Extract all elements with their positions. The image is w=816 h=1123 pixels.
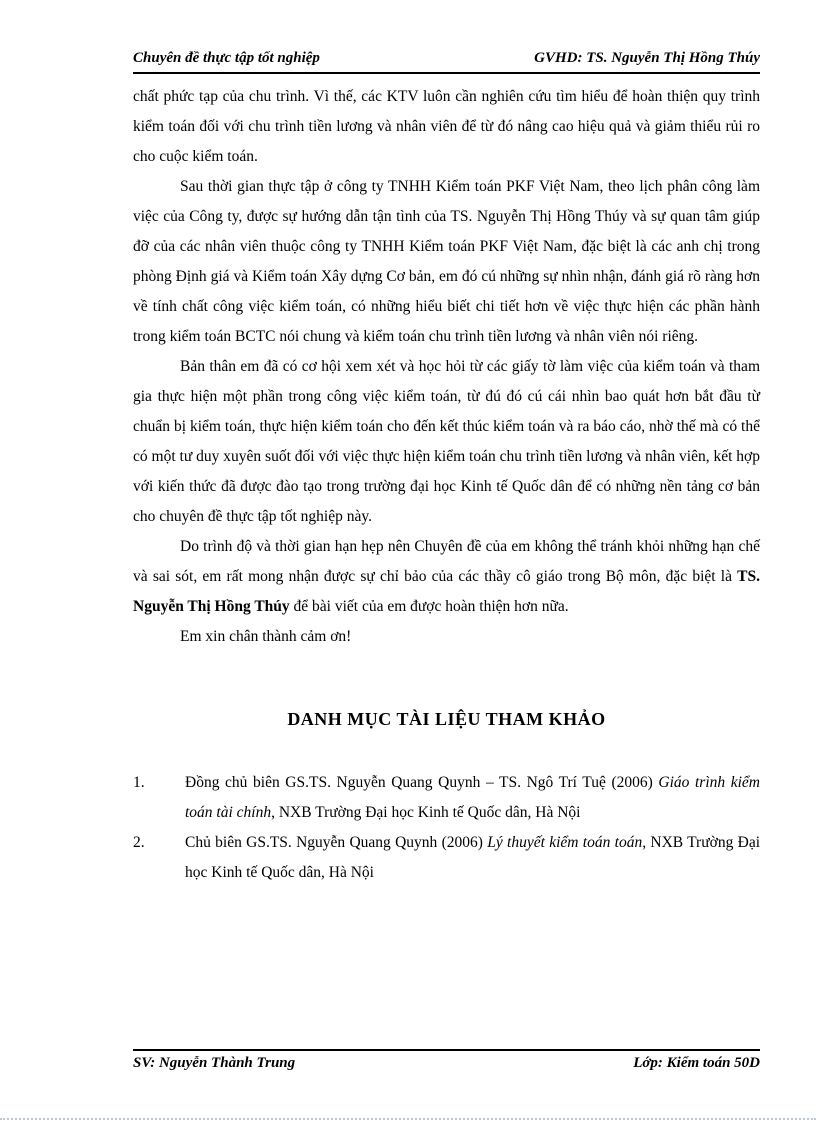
paragraph-apology xyxy=(133,532,760,622)
paragraph-experience: Bản thân em đã có cơ hội xem xét và học hỏi từ các giấy tờ làm việc của kiểm toán và tham gia thực hiện một phần trong công việc kiểm toán, từ đú đó cú cái nhìn bao quát hơn bắt đầu từ chuẩn bị kiểm toán, thực hiện kiểm toán cho đến kết thúc kiểm toán và ra báo cáo, nhờ thế mà có thể có một tư duy xuyên suốt đối với việc thực hiện kiểm toán chu trình tiền lương và nhân viên, kết hợp với kiến thức đã được đào tạo trong trường đại học Kinh tế Quốc dân để có những nền tảng cơ bản cho chuyên đề thực tập tốt nghiệp này. xyxy=(133,358,760,525)
page-content xyxy=(133,82,760,888)
page-header xyxy=(133,50,760,74)
reference-publisher: NXB Trường Đại học Kinh tế Quốc dân, Hà Nội xyxy=(185,834,760,881)
reference-authors: Đồng chủ biên GS.TS. Nguyễn Quang Quynh – TS. Ngô Trí Tuệ (2006) xyxy=(185,774,659,791)
references-list xyxy=(133,768,760,888)
reference-number: 2. xyxy=(133,834,145,851)
paragraph-continuation: chất phức tạp của chu trình. Vì thế, các KTV luôn cần nghiên cứu tìm hiểu để hoàn thiện quy trình kiểm toán đối với chu trình tiền lương và nhân viên để từ đó nâng cao hiệu quả và giảm thiểu rủi ro cho cuộc kiểm toán. xyxy=(133,88,760,165)
reference-book-title: Lý thuyết kiểm toán toán, xyxy=(487,834,647,851)
reference-text xyxy=(185,828,760,888)
reference-number: 1. xyxy=(133,774,145,791)
reference-item xyxy=(133,828,760,888)
paragraph-apology-text: Do trình độ và thời gian hạn hẹp nên Chuyên đề của em không thể tránh khỏi những hạn chế và sai sót, em rất mong nhận được sự chỉ bảo của các thầy cô giáo trong Bộ môn, đặc biệt là xyxy=(133,538,760,585)
header-right-supervisor: GVHD: TS. Nguyễn Thị Hồng Thúy xyxy=(534,50,760,66)
paragraph-thanks: Em xin chân thành cảm ơn! xyxy=(180,628,352,645)
paragraph-internship: Sau thời gian thực tập ở công ty TNHH Kiểm toán PKF Việt Nam, theo lịch phân công làm việc của Công ty, được sự hướng dẫn tận tình của TS. Nguyễn Thị Hồng Thúy và sự quan tâm giúp đỡ của các nhân viên thuộc công ty TNHH Kiểm toán PKF Việt Nam, đặc biệt là các anh chị trong phòng Định giá và Kiểm toán Xây dựng Cơ bản, em đó cú những sự nhìn nhận, đánh giá rõ ràng hơn về tính chất công việc kiểm toán, có những hiểu biết chi tiết hơn về việc thực hiện các phần hành trong kiểm toán BCTC nói chung và kiểm toán chu trình tiền lương và nhân viên nói riêng. xyxy=(133,178,760,345)
supervisor-name-bold: TS. Nguyễn Thị Hồng Thúy xyxy=(133,568,760,615)
reference-authors: Chủ biên GS.TS. Nguyễn Quang Quynh (2006) xyxy=(185,834,488,851)
reference-publisher: , NXB Trường Đại học Kinh tế Quốc dân, Hà Nội xyxy=(271,804,581,821)
paragraph-apology-tail: để bài viết của em được hoàn thiện hơn nữa. xyxy=(289,598,569,615)
reference-text xyxy=(185,768,760,828)
page-break-dotted-line xyxy=(0,1118,816,1120)
references-heading: DANH MỤC TÀI LIỆU THAM KHẢO xyxy=(287,709,606,729)
reference-book-title: Giáo trình kiểm toán tài chính xyxy=(185,774,760,821)
footer-left-student: SV: Nguyễn Thành Trung xyxy=(133,1055,296,1071)
page-footer xyxy=(133,1049,760,1072)
footer-right-class: Lớp: Kiểm toán 50D xyxy=(633,1055,760,1071)
reference-item xyxy=(133,768,760,828)
header-left-title: Chuyên đề thực tập tốt nghiệp xyxy=(133,50,320,66)
